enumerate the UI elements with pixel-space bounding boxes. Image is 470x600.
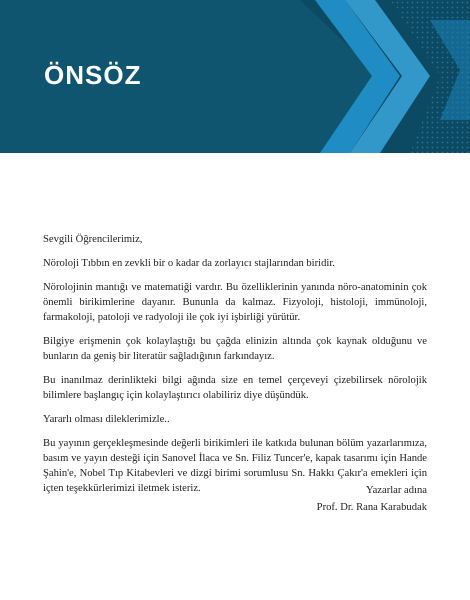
signature-block	[317, 482, 427, 516]
letter-paragraph: Nöroloji Tıbbın en zevkli bir o kadar da zorlayıcı stajlarından biridir.	[43, 258, 335, 269]
letter-paragraph: Bilgiye erişmenin çok kolaylaştığı bu çağda elinizin altında çok kaynak olduğunu ve bunların da geniş bir literatür sağladığının farkındayız.	[43, 336, 427, 362]
letter-paragraph: Bu inanılmaz derinlikteki bilgi ağında size en temel çerçeveyi çizebilirsek nörolojik bilimlere başlangıç için kolaylaştırıcı olabiliriz diye düşündük.	[43, 375, 427, 401]
signature-name: Prof. Dr. Rana Karabudak	[316, 502, 427, 513]
letter-paragraph: Nörolojinin mantığı ve matematiği vardır. Bu özelliklerinin yanında nöro-anatominin çok önemli birikimlerine dayanır. Bununla da kalmaz. Fizyoloji, histoloji, immünoloji, farmakoloji, patoloji ve radyoloji ile çok iyi işbirliği yürütür.	[43, 282, 427, 323]
letter-paragraph: Bu yayının gerçekleşmesinde değerli birikimleri ile katkıda bulunan bölüm yazarlarımıza, basım ve yayın desteği için Sanovel İlaca ve Sn. Filiz Tuncer'e, kapak tasarımı için Hande Şahin'e, Nobel Tıp Kitabevleri ve dizgi birimi sorumlusu Sn. Hakkı Çakır'a emekleri için içten teşekkürlerimizi iletmek isteriz.	[43, 438, 427, 494]
letter-paragraph: Yararlı olması dileklerimizle..	[43, 414, 170, 425]
header-banner	[0, 0, 470, 153]
letter-body	[43, 232, 427, 505]
letter-greeting: Sevgili Öğrencilerimiz,	[43, 234, 143, 245]
page-title: ÖNSÖZ	[44, 60, 142, 90]
signature-on-behalf: Yazarlar adına	[366, 485, 427, 496]
